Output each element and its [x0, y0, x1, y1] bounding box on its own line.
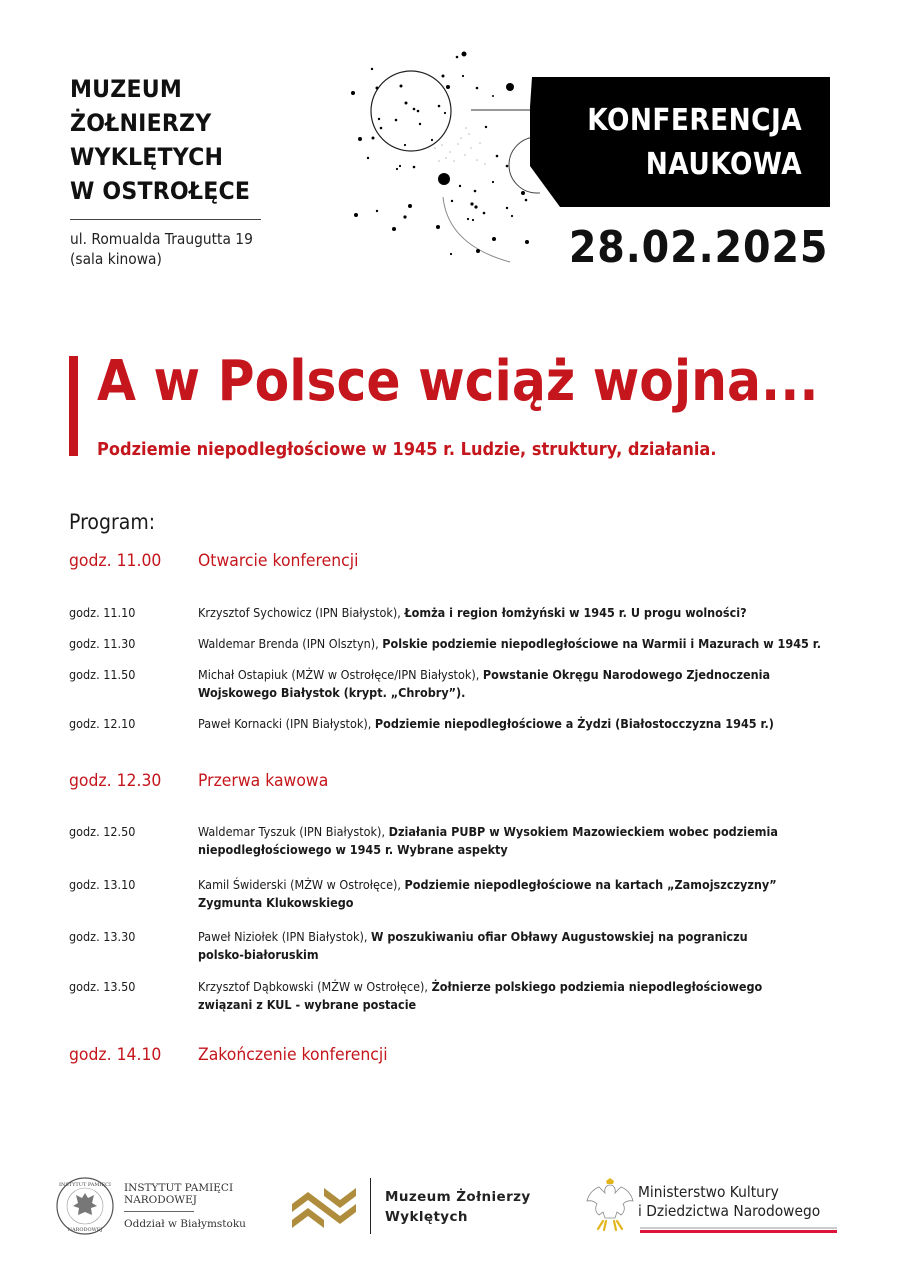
item-speaker: Krzysztof Dąbkowski (MŻW w Ostrołęce),: [198, 979, 429, 994]
ipn-name-line: NARODOWEJ: [124, 1194, 197, 1206]
item-topic: Powstanie Okręgu Narodowego Zjednoczenia: [482, 667, 771, 682]
ipn-name: [124, 1182, 233, 1206]
mzw-name: [385, 1187, 531, 1227]
item-topic: Łomża i region łomżyński w 1945 r. U progu wolności?: [404, 605, 747, 620]
museum-name-line: WYKLĘTYCH: [70, 143, 224, 171]
item-topic: Polskie podziemie niepodległościowe na Warmii i Mazurach w 1945 r.: [382, 636, 821, 651]
item-speaker: Michał Ostapiuk (MŻW w Ostrołęce/IPN Białystok),: [198, 667, 480, 682]
event-date-text: 28.02.2025: [568, 222, 828, 273]
ministry-name-line: i Dziedzictwa Narodowego: [638, 1202, 821, 1220]
item-topic: Działania PUBP w Wysokiem Mazowieckiem wobec podziemia: [388, 824, 778, 839]
item-speaker: Waldemar Brenda (IPN Olsztyn),: [198, 636, 379, 651]
ipn-branch: Oddział w Białymstoku: [124, 1218, 246, 1230]
page-subtitle-text: Podziemie niepodległościowe w 1945 r. Ludzie, struktury, działania.: [97, 439, 717, 460]
starfield-graphic: [340, 40, 540, 270]
item-speaker: Paweł Niziołek (IPN Białystok),: [198, 929, 368, 944]
flag-stripe-red: [640, 1230, 837, 1233]
program-heading: [69, 508, 165, 536]
item-time: godz. 11.10: [69, 605, 136, 620]
museum-name: [70, 72, 266, 208]
museum-name-line: MUZEUM: [70, 75, 183, 103]
item-time: godz. 11.00: [69, 551, 162, 571]
ministry-name: [638, 1183, 836, 1221]
page-title: [97, 344, 899, 420]
svg-text:NARODOWEJ: NARODOWEJ: [67, 1227, 103, 1233]
address: [70, 229, 269, 269]
divider: [124, 1211, 194, 1212]
ministry-name-line: Ministerstwo Kultury: [638, 1183, 779, 1201]
item-topic: Wojskowego Białystok (krypt. „Chrobry”).: [198, 685, 466, 700]
item-time: godz. 14.10: [69, 1045, 162, 1065]
item-speaker: Kamil Świderski (MŻW w Ostrołęce),: [198, 877, 401, 892]
item-time: godz. 12.30: [69, 771, 162, 791]
item-topic: W poszukiwaniu ofiar Obławy Augustowskiej na pograniczu: [371, 929, 748, 944]
item-time: godz. 13.50: [69, 979, 136, 994]
item-time: godz. 13.30: [69, 929, 136, 944]
conference-badge: [530, 77, 830, 207]
museum-name-line: ŻOŁNIERZY: [70, 109, 212, 137]
item-speaker: Waldemar Tyszuk (IPN Białystok),: [198, 824, 386, 839]
item-topic: Podziemie niepodległościowe na kartach „Zamojszczyzny”: [404, 877, 777, 892]
flag-stripe-white: [640, 1227, 837, 1229]
svg-text:INSTYTUT PAMIĘCI: INSTYTUT PAMIĘCI: [59, 1182, 111, 1188]
program-heading-text: Program:: [69, 510, 156, 534]
item-topic: Zygmunta Klukowskiego: [198, 895, 354, 910]
item-title: Otwarcie konferencji: [198, 551, 359, 571]
item-title: Zakończenie konferencji: [198, 1045, 388, 1065]
badge-line: KONFERENCJA: [587, 103, 802, 138]
title-accent-bar: [69, 356, 78, 456]
address-line: (sala kinowa): [70, 250, 162, 268]
badge-line: NAUKOWA: [645, 147, 802, 182]
item-speaker: Paweł Kornacki (IPN Białystok),: [198, 716, 372, 731]
item-time: godz. 11.50: [69, 667, 136, 682]
white-eagle-icon: [585, 1177, 635, 1233]
item-topic: polsko-białoruskim: [198, 947, 319, 962]
item-topic: Żołnierze polskiego podziemia niepodległościowego: [431, 979, 763, 994]
address-line: ul. Romualda Traugutta 19: [70, 230, 253, 248]
item-topic: niepodległościowego w 1945 r. Wybrane aspekty: [198, 842, 508, 857]
museum-name-line: W OSTROŁĘCE: [70, 177, 251, 205]
item-speaker: Krzysztof Sychowicz (IPN Białystok),: [198, 605, 401, 620]
mzw-chevron-icon: [292, 1186, 356, 1230]
item-topic: Podziemie niepodległościowe a Żydzi (Białostocczyzna 1945 r.): [374, 716, 774, 731]
mzw-name-line: Wyklętych: [385, 1209, 468, 1225]
item-time: godz. 12.10: [69, 716, 136, 731]
item-time: godz. 11.30: [69, 636, 136, 651]
ipn-name-line: INSTYTUT PAMIĘCI: [124, 1182, 234, 1194]
event-date: [540, 220, 828, 276]
ipn-seal-icon: [56, 1177, 114, 1235]
divider: [370, 1178, 371, 1234]
mzw-name-line: Muzeum Żołnierzy: [385, 1189, 531, 1205]
item-time: godz. 13.10: [69, 877, 136, 892]
item-topic: związani z KUL - wybrane postacie: [198, 997, 417, 1012]
badge-text: [558, 99, 802, 187]
divider: [70, 219, 261, 220]
page-subtitle: [97, 437, 785, 463]
page-title-text: A w Polsce wciąż wojna...: [97, 349, 819, 414]
item-time: godz. 12.50: [69, 824, 136, 839]
item-title: Przerwa kawowa: [198, 771, 329, 791]
